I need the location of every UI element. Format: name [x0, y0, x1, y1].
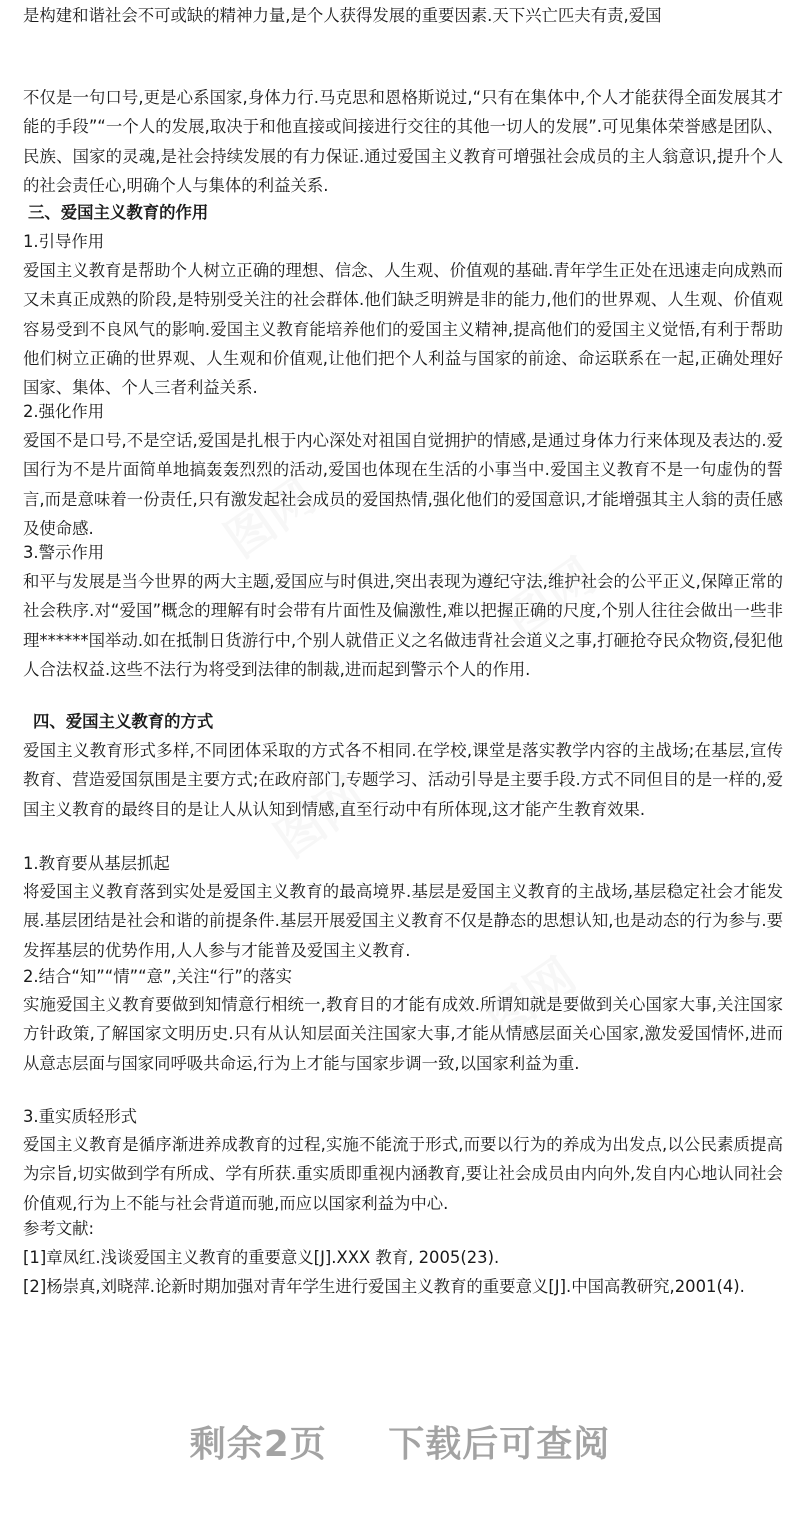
- section-4-intro: 爱国主义教育形式多样,不同团体采取的方式各不相同.在学校,课堂是落实教学内容的主战场;在基层,宣传教育、营造爱国氛围是主要方式;在政府部门,专题学习、活动引导是主要手段.方式不同但目的是一样的,爱国主义教育的最终目的是让人从认知到情感,直至行动中有所体现,这才能产生教育效果.: [23, 741, 783, 819]
- section-4-title: 四、爱国主义教育的方式: [33, 712, 214, 731]
- subsection-3-1-body: 爱国主义教育是帮助个人树立正确的理想、信念、人生观、价值观的基础.青年学生正处在迅速走向成熟而又未真正成熟的阶段,是特别受关注的社会群体.他们缺乏明辨是非的能力,他们的世界观、人生观、价值观容易受到不良风气的影响.爱国主义教育能培养他们的爱国主义精神,提高他们的爱国主义觉悟,有利于帮助他们树立正确的世界观、人生观和价值观,让他们把个人利益与国家的前途、命运联系在一起,正确处理好国家、集体、个人三者利益关系.: [23, 261, 783, 398]
- reference-2: [2]杨崇真,刘晓萍.论新时期加强对青年学生进行爱国主义教育的重要意义[J].中国高教研究,2001(4).: [23, 1277, 745, 1296]
- reference-1: [1]章凤红.浅谈爱国主义教育的重要意义[J].XXX 教育, 2005(23).: [23, 1248, 500, 1267]
- references-title: 参考文献:: [23, 1219, 95, 1238]
- watermark: 图网: [265, 767, 376, 869]
- subsection-3-1-title: 1.引导作用: [23, 232, 105, 251]
- watermark: 图网: [475, 947, 586, 1049]
- subsection-3-2-title: 2.强化作用: [23, 402, 105, 421]
- subsection-4-2-title: 2.结合“知”“情”“意”,关注“行”的落实: [23, 967, 293, 986]
- watermark: 图网: [215, 467, 326, 569]
- paragraph-collective: 不仅是一句口号,更是心系国家,身体力行.马克思和恩格斯说过,“只有在集体中,个人才能获得全面发展其才能的手段”“一个人的发展,取决于和他直接或间接进行交往的其他一切人的发展”.可见集体荣誉感是团队、民族、国家的灵魂,是社会持续发展的有力保证.通过爱国主义教育可增强社会成员的主人翁意识,提升个人的社会责任心,明确个人与集体的利益关系.: [23, 88, 783, 195]
- download-to-view-text[interactable]: 下载后可查阅: [388, 1424, 611, 1465]
- subsection-4-3-body: 爱国主义教育是循序渐进养成教育的过程,实施不能流于形式,而要以行为的养成为出发点,以公民素质提高为宗旨,切实做到学有所成、学有所获.重实质即重视内涵教育,要让社会成员由内向外,发自内心地认同社会价值观,行为上不能与社会背道而驰,而应以国家利益为中心.: [23, 1135, 783, 1213]
- subsection-4-1-body: 将爱国主义教育落到实处是爱国主义教育的最高境界.基层是爱国主义教育的主战场,基层稳定社会才能发展.基层团结是社会和谐的前提条件.基层开展爱国主义教育不仅是静态的思想认知,也是动态的行为参与.要发挥基层的优势作用,人人参与才能普及爱国主义教育.: [23, 882, 783, 960]
- section-3-title: 三、爱国主义教育的作用: [28, 203, 209, 222]
- subsection-3-3-title: 3.警示作用: [23, 543, 105, 562]
- subsection-3-3-body: 和平与发展是当今世界的两大主题,爱国应与时俱进,突出表现为遵纪守法,维护社会的公平正义,保障正常的社会秩序.对“爱国”概念的理解有时会带有片面性及偏激性,难以把握正确的尺度,个别人往往会做出一些非理******国举动.如在抵制日货游行中,个别人就借正义之名做违背社会道义之事,打砸抢夺民众物资,侵犯他人合法权益.这些不法行为将受到法律的制裁,进而起到警示个人的作用.: [23, 572, 783, 679]
- subsection-4-2-body: 实施爱国主义教育要做到知情意行相统一,教育目的才能有成效.所谓知就是要做到关心国家大事,关注国家方针政策,了解国家文明历史.只有从认知层面关注国家大事,才能从情感层面关心国家,激发爱国情怀,进而从意志层面与国家同呼吸共命运,行为上才能与国家步调一致,以国家利益为重.: [23, 995, 783, 1073]
- subsection-3-2-body: 爱国不是口号,不是空话,爱国是扎根于内心深处对祖国自觉拥护的情感,是通过身体力行来体现及表达的.爱国行为不是片面简单地搞轰轰烈烈的活动,爱国也体现在生活的小事当中.爱国主义教育不是一句虚伪的誓言,而是意味着一份责任,只有激发起社会成员的爱国热情,强化他们的爱国意识,才能增强其主人翁的责任感及使命感.: [23, 431, 783, 538]
- remaining-pages-text: 剩余2页: [189, 1424, 327, 1465]
- watermark: 图网: [495, 547, 606, 649]
- download-prompt-banner[interactable]: [0, 1416, 800, 1467]
- subsection-4-1-title: 1.教育要从基层抓起: [23, 854, 170, 873]
- subsection-4-3-title: 3.重实质轻形式: [23, 1107, 137, 1126]
- top-line: 是构建和谐社会不可或缺的精神力量,是个人获得发展的重要因素.天下兴亡匹夫有责,爱国: [23, 6, 662, 25]
